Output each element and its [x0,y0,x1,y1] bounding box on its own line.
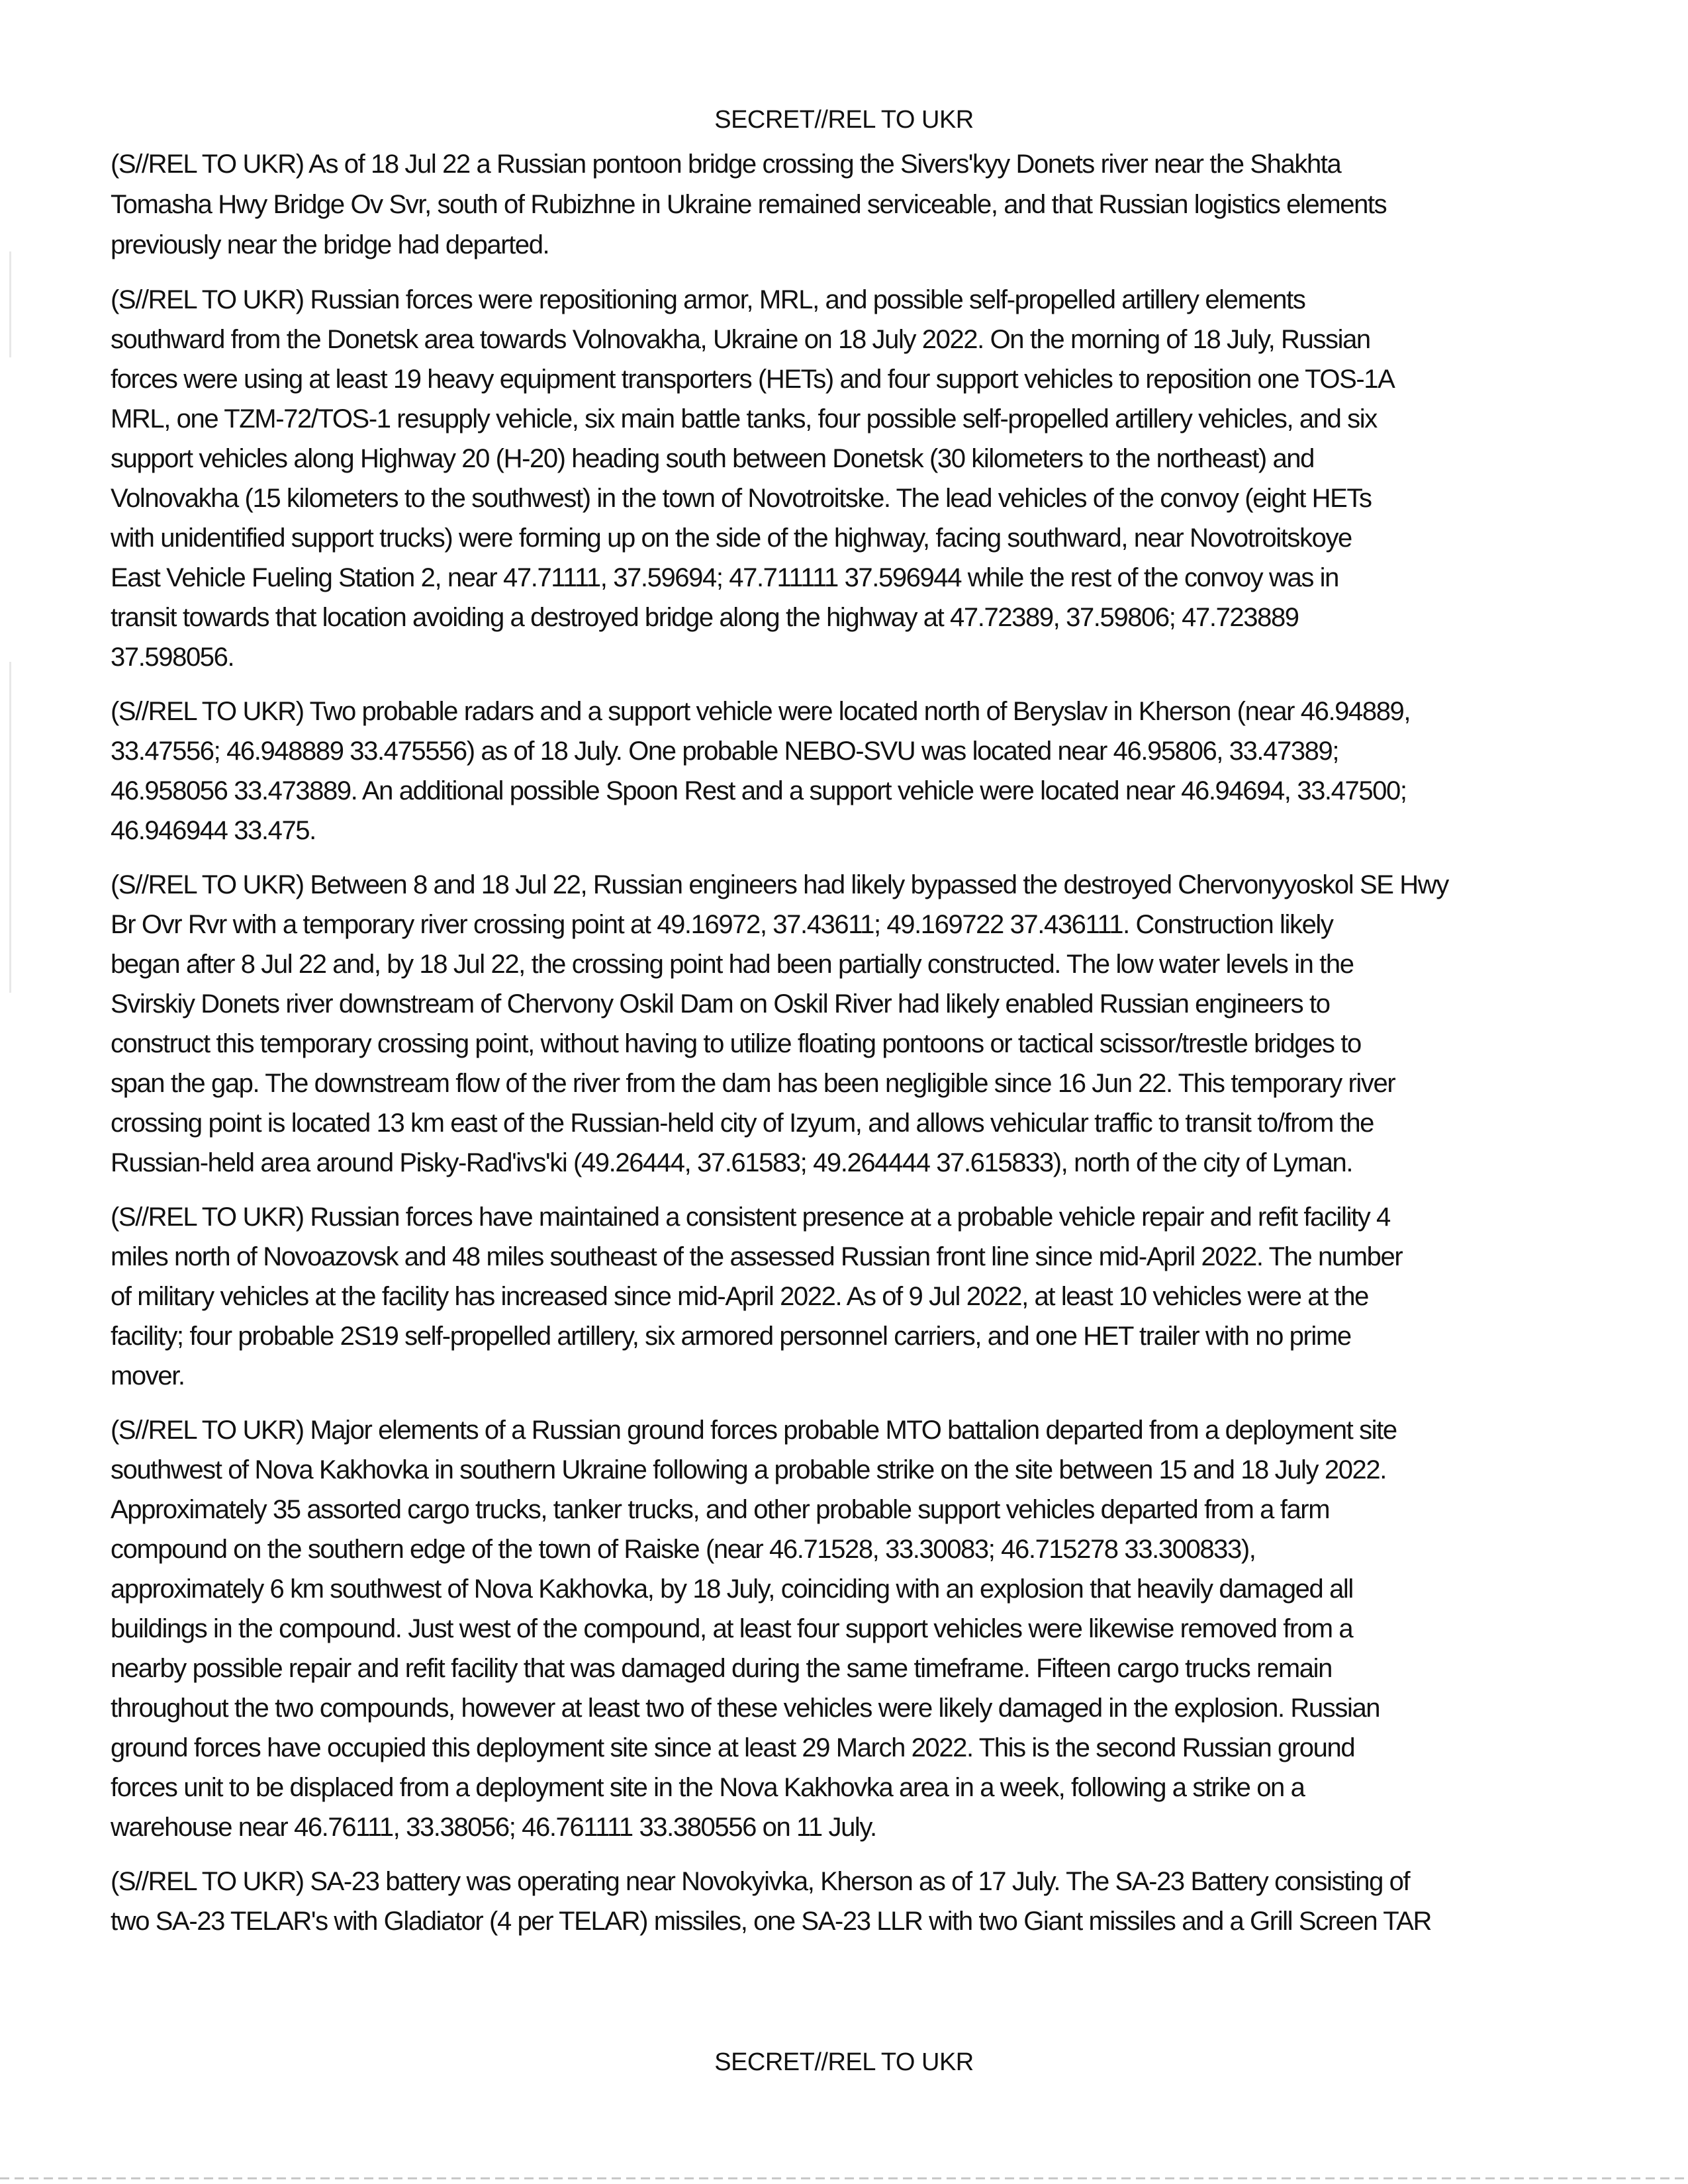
paragraph-line: Approximately 35 assorted cargo trucks, tanker trucks, and other probable support vehicles departed from a farm [111,1495,1330,1524]
paragraph-line: Svirskiy Donets river downstream of Chervony Oskil Dam on Oskil River had likely enabled Russian engineers to [111,989,1330,1019]
paragraph-line: Br Ovr Rvr with a temporary river crossing point at 49.16972, 37.43611; 49.169722 37.436111. Construction likely [111,910,1333,939]
paragraph-line: nearby possible repair and refit facility that was damaged during the same timeframe. Fifteen cargo trucks remain [111,1654,1332,1683]
paragraph-line: Volnovakha (15 kilometers to the southwest) in the town of Novotroitske. The lead vehicles of the convoy (eight HETs [111,484,1372,513]
paragraph-line: (S//REL TO UKR) As of 18 Jul 22 a Russian pontoon bridge crossing the Sivers'kyy Donets river near the Shakhta [111,150,1341,179]
paragraph-line: began after 8 Jul 22 and, by 18 Jul 22, the crossing point had been partially constructed. The low water levels in the [111,950,1354,979]
paragraph-line: of military vehicles at the facility has increased since mid-April 2022. As of 9 Jul 2022, at least 10 vehicles were at the [111,1282,1368,1311]
paragraph-line: 37.598056. [111,643,234,672]
paragraph-line: Russian-held area around Pisky-Rad'ivs'ki (49.26444, 37.61583; 49.264444 37.615833), north of the city of Lyman. [111,1148,1353,1177]
paragraph-line: two SA-23 TELAR's with Gladiator (4 per TELAR) missiles, one SA-23 LLR with two Giant missiles and a Grill Screen TAR [111,1907,1432,1936]
paragraph [111,144,1600,265]
paragraph-line: construct this temporary crossing point, without having to utilize floating pontoons or tactical scissor/trestle bridges to [111,1029,1361,1058]
paragraph-line: southwest of Nova Kakhovka in southern Ukraine following a probable strike on the site between 15 and 18 July 2022. [111,1455,1386,1484]
paragraph-line: ground forces have occupied this deployment site since at least 29 March 2022. This is the second Russian ground [111,1733,1355,1762]
paragraph-line: (S//REL TO UKR) Two probable radars and a support vehicle were located north of Beryslav in Kherson (near 46.94889, [111,697,1411,726]
paragraph-line: approximately 6 km southwest of Nova Kakhovka, by 18 July, coinciding with an explosion that heavily damaged all [111,1574,1353,1604]
paragraph-line: (S//REL TO UKR) Russian forces were repositioning armor, MRL, and possible self-propelled artillery elements [111,285,1305,314]
paragraph-line: East Vehicle Fueling Station 2, near 47.71111, 37.59694; 47.711111 37.596944 while the rest of the convoy was in [111,563,1338,592]
paragraph-line: compound on the southern edge of the town of Raiske (near 46.71528, 33.30083; 46.715278 33.300833), [111,1535,1256,1564]
paragraph-line: MRL, one TZM-72/TOS-1 resupply vehicle, six main battle tanks, four possible self-propelled artillery vehicles, and six [111,404,1377,433]
document-body [111,144,1600,1956]
scan-artifact [9,251,11,357]
paragraph-line: forces unit to be displaced from a deployment site in the Nova Kakhovka area in a week, following a strike on a [111,1773,1305,1802]
scan-edge [0,2177,1688,2179]
classification-banner-bottom: SECRET//REL TO UKR [714,2048,974,2076]
paragraph-line: (S//REL TO UKR) Between 8 and 18 Jul 22, Russian engineers had likely bypassed the destroyed Chervonyyoskol SE Hwy [111,870,1448,899]
paragraph-line: (S//REL TO UKR) Russian forces have maintained a consistent presence at a probable vehicle repair and refit facility 4 [111,1203,1390,1232]
paragraph-line: previously near the bridge had departed. [111,230,549,259]
paragraph-line: 46.958056 33.473889. An additional possible Spoon Rest and a support vehicle were located near 46.94694, 33.47500; [111,776,1407,805]
paragraph [111,1197,1600,1396]
paragraph-line: throughout the two compounds, however at least two of these vehicles were likely damaged in the explosion. Russian [111,1694,1380,1723]
paragraph-line: southward from the Donetsk area towards Volnovakha, Ukraine on 18 July 2022. On the morning of 18 July, Russian [111,325,1370,354]
paragraph [111,865,1600,1183]
paragraph-line: (S//REL TO UKR) SA-23 battery was operating near Novokyivka, Kherson as of 17 July. The SA-23 Battery consisting of [111,1867,1410,1896]
classification-banner-top: SECRET//REL TO UKR [714,106,974,134]
paragraph-line: mover. [111,1361,185,1390]
paragraph-line: support vehicles along Highway 20 (H-20) heading south between Donetsk (30 kilometers to the northeast) and [111,444,1314,473]
paragraph [111,692,1600,850]
paragraph-line: 33.47556; 46.948889 33.475556) as of 18 July. One probable NEBO-SVU was located near 46.95806, 33.47389; [111,737,1339,766]
paragraph-line: forces were using at least 19 heavy equipment transporters (HETs) and four support vehicles to reposition one TOS-1A [111,365,1395,394]
paragraph-line: facility; four probable 2S19 self-propelled artillery, six armored personnel carriers, and one HET trailer with no prime [111,1322,1351,1351]
paragraph-line: (S//REL TO UKR) Major elements of a Russian ground forces probable MTO battalion departed from a deployment site [111,1416,1397,1445]
paragraph-line: transit towards that location avoiding a destroyed bridge along the highway at 47.72389, 37.59806; 47.723889 [111,603,1299,632]
paragraph-line: warehouse near 46.76111, 33.38056; 46.761111 33.380556 on 11 July. [111,1813,876,1842]
paragraph-line: crossing point is located 13 km east of the Russian-held city of Izyum, and allows vehicular traffic to transit to/from the [111,1109,1374,1138]
scan-artifact [9,662,11,993]
paragraph-line: Tomasha Hwy Bridge Ov Svr, south of Rubizhne in Ukraine remained serviceable, and that Russian logistics elements [111,190,1387,219]
paragraph [111,1862,1600,1941]
paragraph [111,1410,1600,1847]
paragraph-line: 46.946944 33.475. [111,816,316,845]
paragraph-line: miles north of Novoazovsk and 48 miles southeast of the assessed Russian front line since mid-April 2022. The number [111,1242,1403,1271]
paragraph-line: span the gap. The downstream flow of the river from the dam has been negligible since 16 Jun 22. This temporary river [111,1069,1395,1098]
paragraph [111,280,1600,677]
paragraph-line: buildings in the compound. Just west of the compound, at least four support vehicles were likewise removed from a [111,1614,1353,1643]
paragraph-line: with unidentified support trucks) were forming up on the side of the highway, facing southward, near Novotroitskoye [111,523,1352,553]
